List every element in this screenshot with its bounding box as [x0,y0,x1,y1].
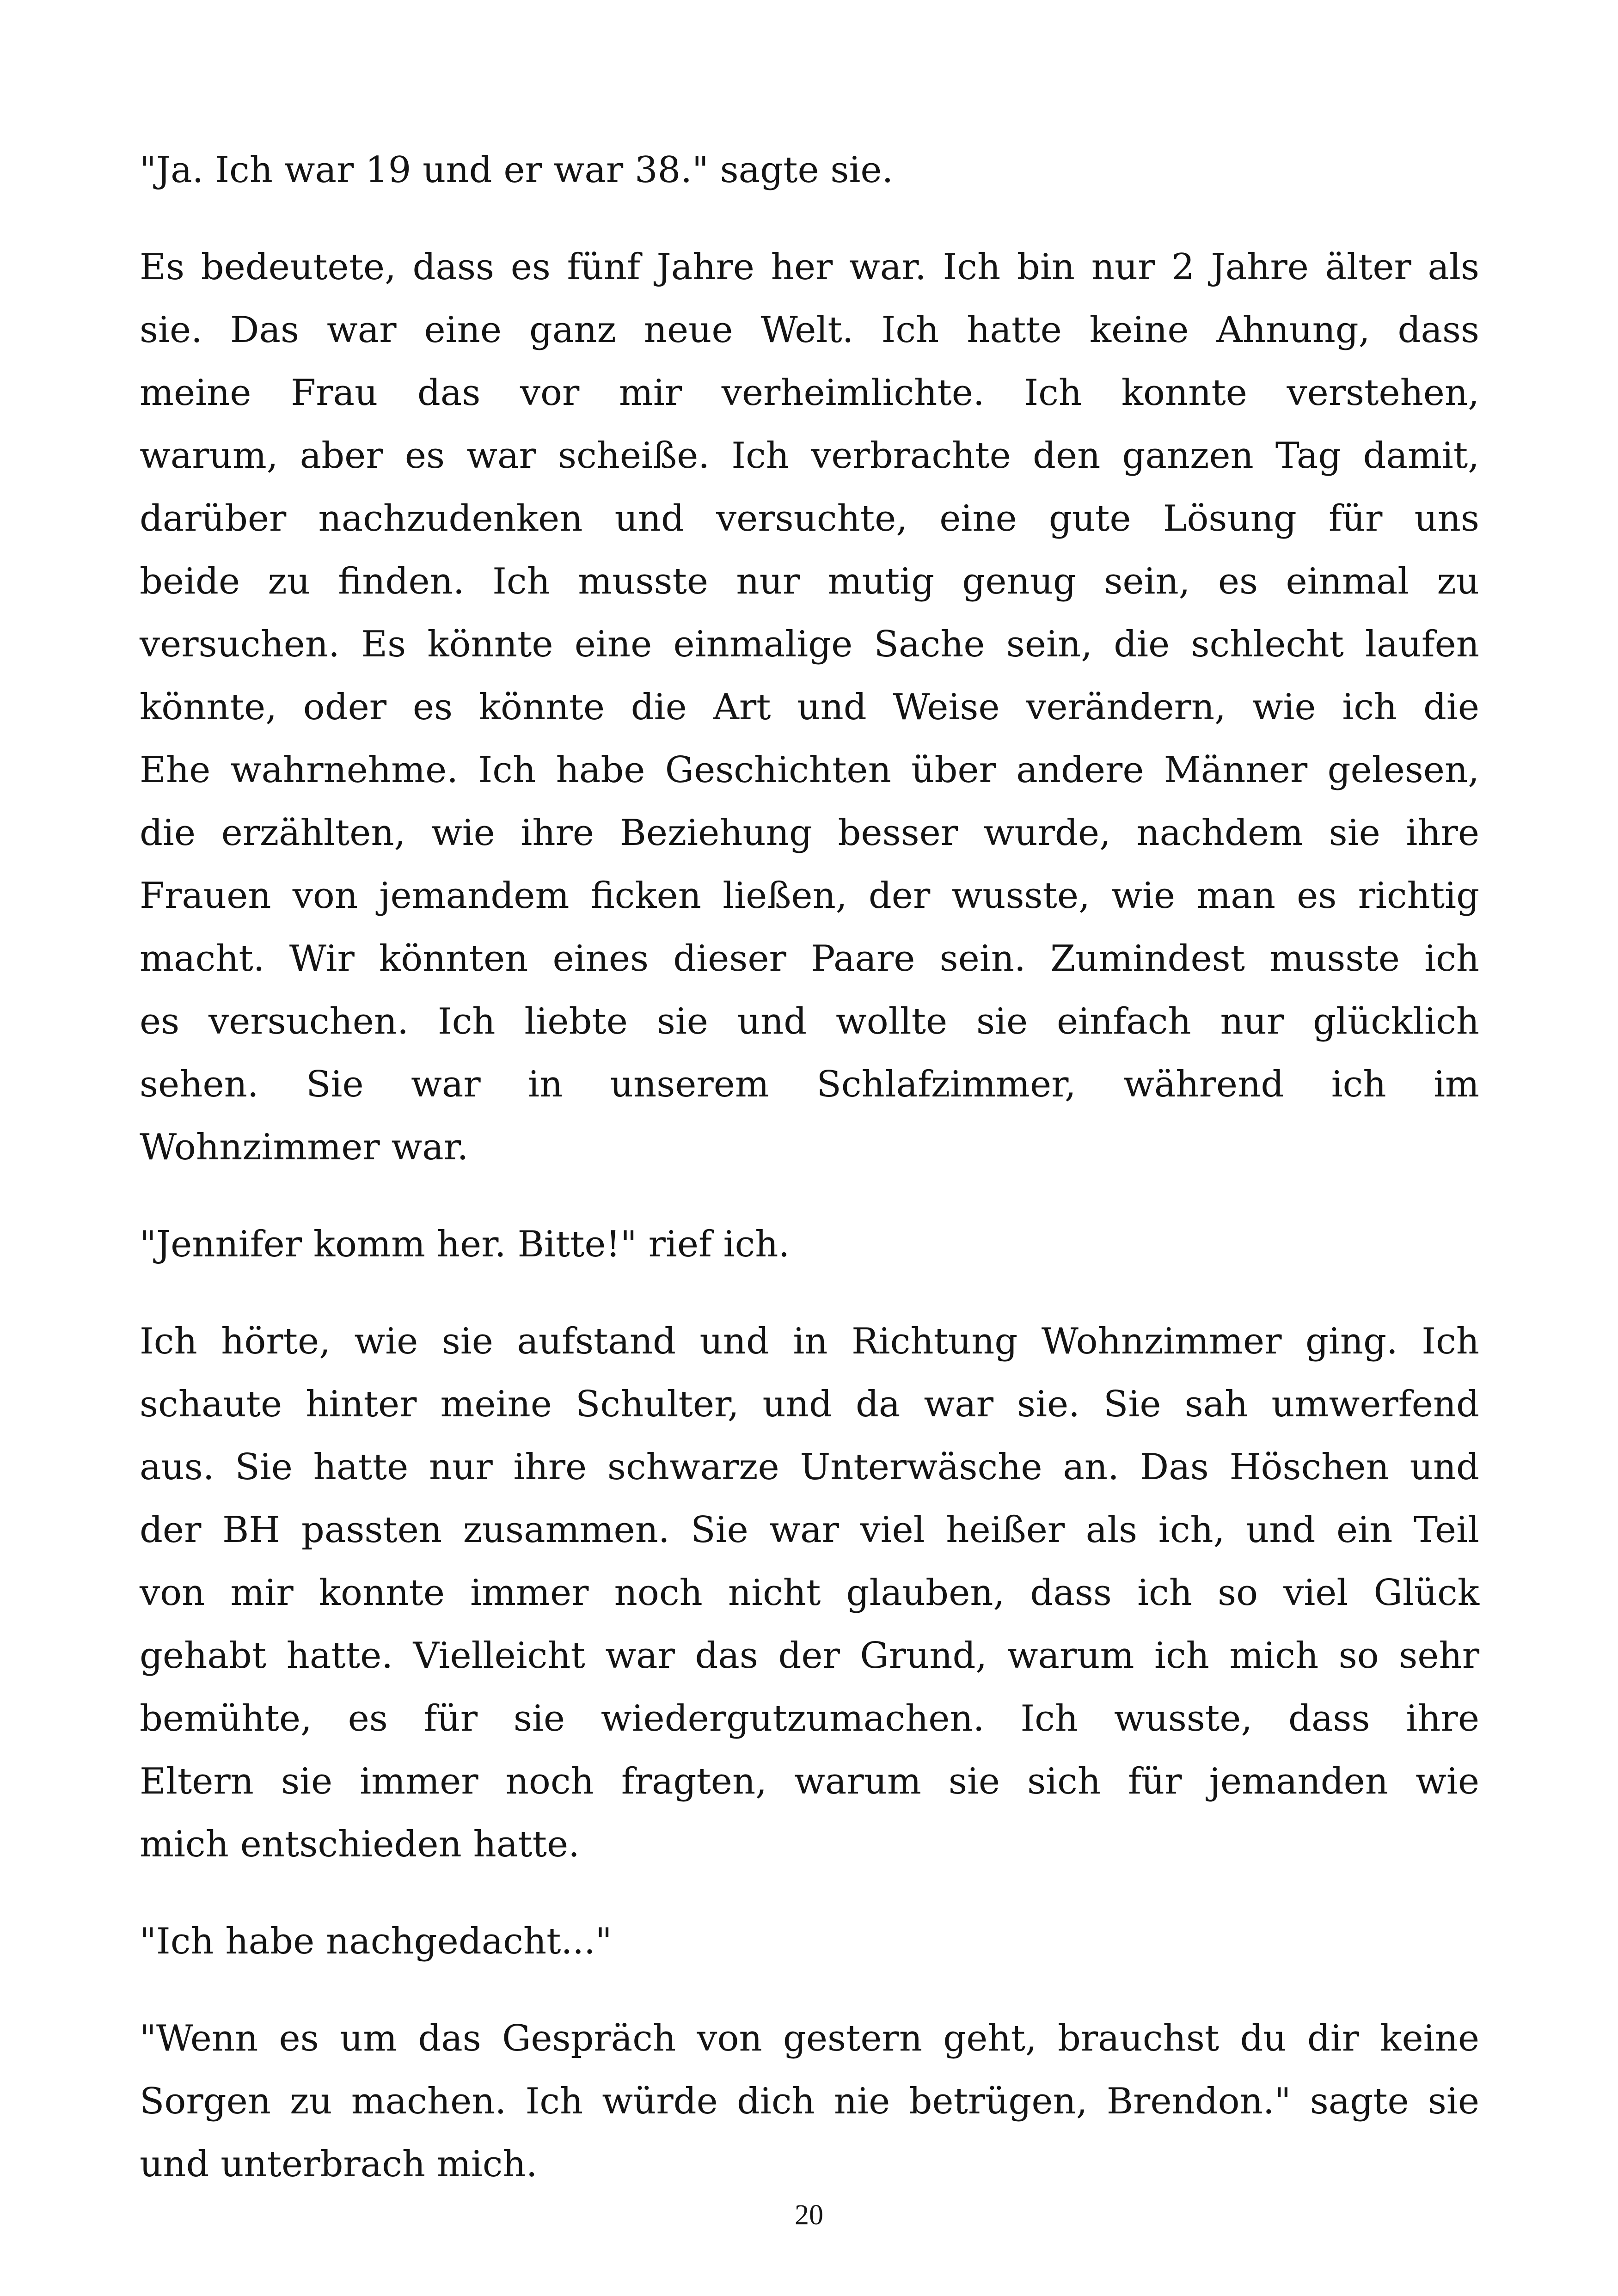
text-line: von mir konnte immer noch nicht glauben, dass ich so viel Glück [140,1572,1479,1614]
text-line: beide zu finden. Ich musste nur mutig genug sein, es einmal zu [140,561,1479,602]
text-line: Es bedeutete, dass es fünf Jahre her war. Ich bin nur 2 Jahre älter als [140,246,1479,288]
text-line: "Wenn es um das Gespräch von gestern geht, brauchst du dir keine [140,2018,1479,2059]
text-line: darüber nachzudenken und versuchte, eine gute Lösung für uns [140,498,1479,539]
text-line: macht. Wir könnten eines dieser Paare sein. Zumindest musste ich [140,938,1479,980]
text-line: meine Frau das vor mir verheimlichte. Ich konnte verstehen, [140,372,1479,414]
page-number: 20 [795,2199,823,2231]
text-line: Wohnzimmer war. [140,1127,469,1168]
text-line: warum, aber es war scheiße. Ich verbrachte den ganzen Tag damit, [140,435,1479,477]
paragraph-1 [140,139,1479,202]
paragraph-5 [140,1910,1479,1973]
body-text [140,139,1479,2230]
text-line: aus. Sie hatte nur ihre schwarze Unterwäsche an. Das Höschen und [140,1446,1479,1488]
text-line: "Jennifer komm her. Bitte!" rief ich. [140,1224,790,1265]
text-line: könnte, oder es könnte die Art und Weise verändern, wie ich die [140,686,1479,728]
paragraph-4 [140,1310,1479,1876]
text-line: Ehe wahrnehme. Ich habe Geschichten über andere Männer gelesen, [140,749,1479,791]
text-line: gehabt hatte. Vielleicht war das der Grund, warum ich mich so sehr [140,1635,1479,1677]
paragraph-3 [140,1213,1479,1276]
text-line: es versuchen. Ich liebte sie und wollte sie einfach nur glücklich [140,1001,1479,1042]
text-line: bemühte, es für sie wiedergutzumachen. Ich wusste, dass ihre [140,1698,1479,1739]
text-line: "Ich habe nachgedacht..." [140,1921,612,1962]
text-line: Frauen von jemandem ficken ließen, der wusste, wie man es richtig [140,875,1479,917]
text-line: sie. Das war eine ganz neue Welt. Ich hatte keine Ahnung, dass [140,309,1479,351]
text-line: und unterbrach mich. [140,2143,538,2185]
text-line: versuchen. Es könnte eine einmalige Sache sein, die schlecht laufen [140,624,1479,665]
text-line: mich entschieden hatte. [140,1824,580,1865]
text-line: "Ja. Ich war 19 und er war 38." sagte sie. [140,149,894,191]
text-line: Ich hörte, wie sie aufstand und in Richtung Wohnzimmer ging. Ich [140,1321,1479,1362]
paragraph-6 [140,2007,1479,2196]
text-line: Eltern sie immer noch fragten, warum sie sich für jemanden wie [140,1761,1479,1802]
text-line: Sorgen zu machen. Ich würde dich nie betrügen, Brendon." sagte sie [140,2081,1479,2122]
text-line: schaute hinter meine Schulter, und da war sie. Sie sah umwerfend [140,1384,1479,1425]
text-line: die erzählten, wie ihre Beziehung besser wurde, nachdem sie ihre [140,812,1479,854]
text-line: der BH passten zusammen. Sie war viel heißer als ich, und ein Teil [140,1509,1479,1551]
paragraph-2 [140,236,1479,1179]
text-line: sehen. Sie war in unserem Schlafzimmer, während ich im [140,1064,1479,1105]
